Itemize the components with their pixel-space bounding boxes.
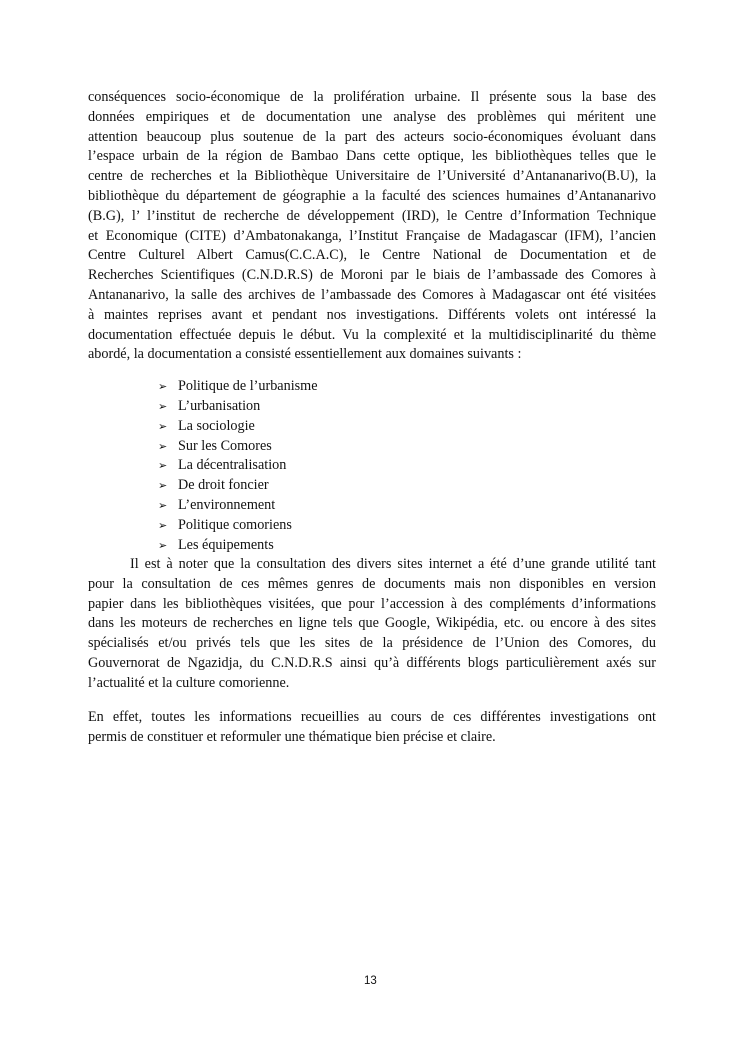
text-line: Il est à noter que la consultation des divers sites internet a été d’une grande utilité tant <box>130 556 656 572</box>
list-item-label: Sur les Comores <box>178 437 272 454</box>
text-line: centre de recherches et la Bibliothèque Universitaire de l’Université d’Antananarivo(B.U), la <box>88 168 656 185</box>
text-line: à maintes reprises avant et pendant nos investigations. Différents volets ont intéressé la <box>88 306 656 323</box>
text-line: (B.G), l’ l’institut de recherche de développement (IRD), le Centre d’Information Technique <box>88 207 656 224</box>
arrow-bullet-icon: ➢ <box>158 499 168 513</box>
text-line: dans les moteurs de recherches en ligne tels que Google, Wikipédia, etc. ou encore à des sites <box>88 615 656 632</box>
list-item <box>158 397 318 417</box>
text-line: bibliothèque du département de géographie a la faculté des sciences humaines d’Antananarivo <box>88 187 656 204</box>
list-item <box>158 437 318 457</box>
paragraph-1 <box>88 88 656 365</box>
text-line: Antananarivo, la salle des archives de l’ambassade des Comores à Madagascar ont été visitées <box>88 286 656 303</box>
text-line: Centre Culturel Albert Camus(C.C.A.C), le Centre National de Documentation et de <box>88 247 656 264</box>
list-item-label: L’urbanisation <box>178 397 261 414</box>
text-line: et Economique (CITE) d’Ambatonakanga, l’Institut Française de Madagascar (IFM), l’ancien <box>88 227 656 244</box>
text-line: pour la consultation de ces mêmes genres de documents mais non disponibles en version <box>88 575 656 592</box>
text-line: conséquences socio-économique de la prolifération urbaine. Il présente sous la base des <box>88 89 656 105</box>
page-number: 13 <box>364 975 377 987</box>
list-item <box>158 516 318 536</box>
arrow-bullet-icon: ➢ <box>158 459 168 473</box>
arrow-bullet-icon: ➢ <box>158 439 168 453</box>
list-item-label: La décentralisation <box>178 457 287 474</box>
list-item <box>158 496 318 516</box>
domain-list <box>158 377 318 556</box>
arrow-bullet-icon: ➢ <box>158 479 168 493</box>
list-item <box>158 417 318 437</box>
arrow-bullet-icon: ➢ <box>158 380 168 393</box>
text-line: documentation effectuée depuis le début. Vu la complexité et la multidisciplinarité du thème <box>88 326 656 343</box>
paragraph-3 <box>88 708 656 748</box>
arrow-bullet-icon: ➢ <box>158 538 168 552</box>
text-line: données empiriques et de documentation une analyse des problèmes qui méritent une <box>88 108 656 125</box>
text-line: abordé, la documentation a consisté essentiellement aux domaines suivants : <box>88 346 522 363</box>
text-line: spécialisés et/ou privés tels que les sites de la présidence de l’Union des Comores, du <box>88 635 656 652</box>
text-line: Gouvernorat de Ngazidja, du C.N.D.R.S ainsi qu’à différents blogs particulièrement axés sur <box>88 654 656 671</box>
text-line: l’actualité et la culture comorienne. <box>88 674 290 691</box>
arrow-bullet-icon: ➢ <box>158 419 168 433</box>
text-line: Recherches Scientifiques (C.N.D.R.S) de Moroni par le biais de l’ambassade des Comores à <box>88 267 656 284</box>
list-item <box>158 476 318 496</box>
list-item-label: Politique comoriens <box>178 516 292 533</box>
text-line: l’espace urbain de la région de Bambao Dans cette optique, les bibliothèques telles que le <box>88 148 656 165</box>
list-item-label: La sociologie <box>178 417 255 434</box>
list-item-label: Les équipements <box>178 536 274 553</box>
arrow-bullet-icon: ➢ <box>158 518 168 532</box>
list-item-label: L’environnement <box>178 497 276 514</box>
list-item <box>158 377 318 397</box>
list-item <box>158 536 318 556</box>
list-item-label: De droit foncier <box>178 477 269 494</box>
list-item <box>158 456 318 476</box>
list-item-label: Politique de l’urbanisme <box>178 378 318 394</box>
text-line: papier dans les bibliothèques visitées, que pour l’accession à des compléments d’informations <box>88 595 656 612</box>
text-line: attention beaucoup plus soutenue de la part des acteurs socio-économiques évoluant dans <box>88 128 656 145</box>
arrow-bullet-icon: ➢ <box>158 399 168 413</box>
text-line: En effet, toutes les informations recueillies au cours de ces différentes investigations ont <box>88 709 656 725</box>
text-line: permis de constituer et reformuler une thématique bien précise et claire. <box>88 728 496 745</box>
paragraph-2 <box>88 555 656 694</box>
